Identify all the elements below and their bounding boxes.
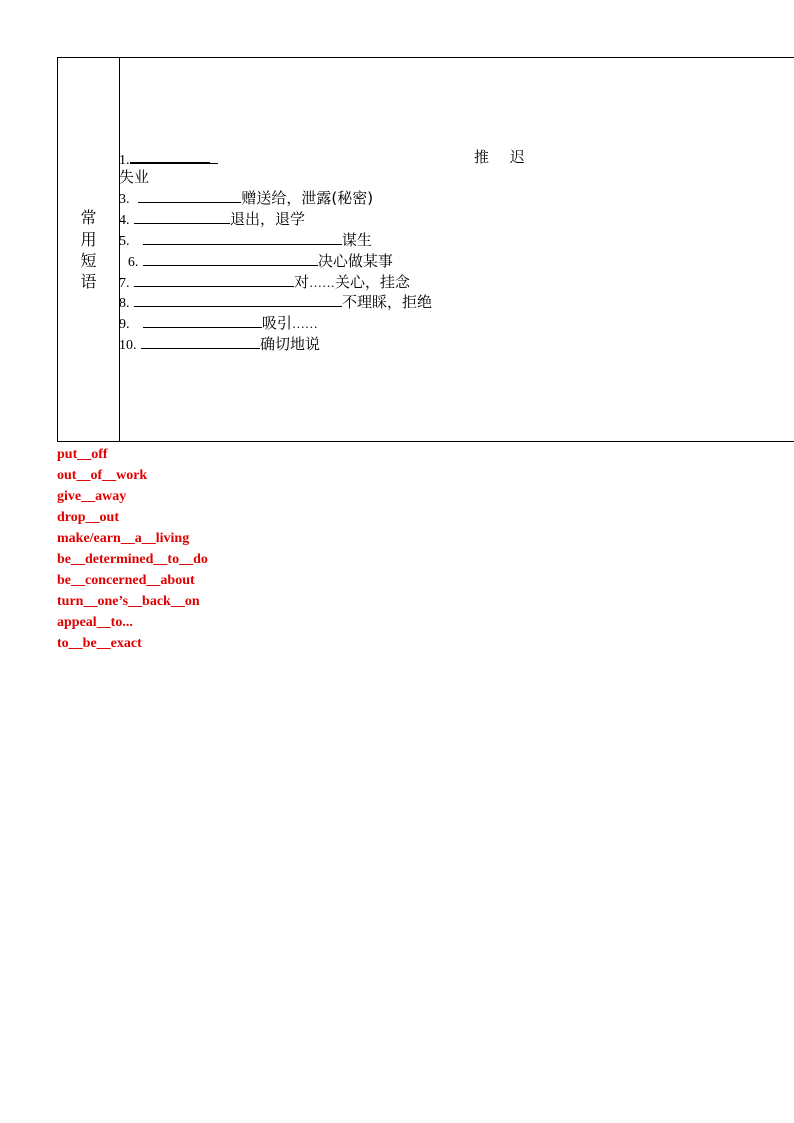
ellipsis: ……	[291, 316, 318, 331]
answer-blank[interactable]	[143, 230, 342, 245]
item-number: 7.	[119, 276, 130, 291]
item-meaning: 决心做某事	[317, 252, 393, 270]
item-number: 10.	[119, 338, 137, 353]
answer-key	[57, 444, 208, 654]
answer-line: give__away	[57, 489, 127, 504]
answer-line: out__of__work	[57, 468, 148, 483]
answer-blank[interactable]	[134, 292, 342, 307]
answer-blank[interactable]	[130, 148, 210, 164]
phrase-item-7	[119, 272, 410, 294]
answer-blank-tail	[210, 149, 218, 164]
answer-line: make/earn__a__living	[57, 531, 190, 546]
item-meaning: 失业	[119, 168, 150, 186]
answer-line: appeal__to...	[57, 615, 133, 630]
answer-blank[interactable]	[143, 251, 318, 266]
answer-line: put__off	[57, 447, 108, 462]
answer-line: be__determined__to__do	[57, 552, 208, 567]
section-label-char: 语	[80, 272, 97, 291]
item-meaning: 关心，挂念	[334, 273, 410, 291]
item-meaning: 不理睬，拒绝	[341, 293, 432, 311]
item-meaning-prefix: 对	[293, 273, 309, 291]
phrase-item-4	[119, 209, 305, 231]
item-meaning: 退出，退学	[229, 210, 305, 228]
item-number: 1.	[119, 153, 130, 168]
phrase-item-2	[119, 167, 149, 188]
answer-blank[interactable]	[134, 209, 230, 224]
item-1-meaning: 推 迟	[474, 148, 533, 166]
answer-line: be__concerned__about	[57, 573, 195, 588]
answer-blank[interactable]	[141, 334, 260, 349]
item-number: 6.	[127, 255, 139, 270]
item-number: 8.	[119, 296, 130, 311]
answer-line: to__be__exact	[57, 636, 142, 651]
ellipsis: ……	[308, 275, 335, 290]
phrase-item-5	[119, 230, 372, 252]
phrase-item-8	[119, 292, 432, 314]
answer-line: turn__one’s__back__on	[57, 594, 200, 609]
section-label-char: 用	[80, 230, 97, 249]
answer-blank[interactable]	[143, 313, 262, 328]
item-number: 5.	[119, 234, 130, 249]
answer-blank[interactable]	[138, 188, 241, 203]
section-label-char: 常	[80, 208, 97, 227]
answer-line: drop__out	[57, 510, 119, 525]
phrase-item-6	[119, 251, 393, 273]
answer-blank[interactable]	[134, 272, 294, 287]
phrase-item-10	[119, 334, 320, 356]
item-number: 9.	[119, 317, 130, 332]
item-number: 4.	[119, 213, 130, 228]
item-meaning: 确切地说	[259, 335, 320, 353]
item-meaning: 赠送给，泄露(秘密)	[241, 189, 374, 207]
phrase-item-3	[119, 188, 373, 210]
phrase-item-9	[119, 313, 318, 335]
item-meaning: 谋生	[341, 231, 372, 249]
item-meaning: 吸引	[261, 314, 292, 332]
section-label-char: 短	[80, 251, 97, 270]
item-number: 3.	[119, 192, 130, 207]
